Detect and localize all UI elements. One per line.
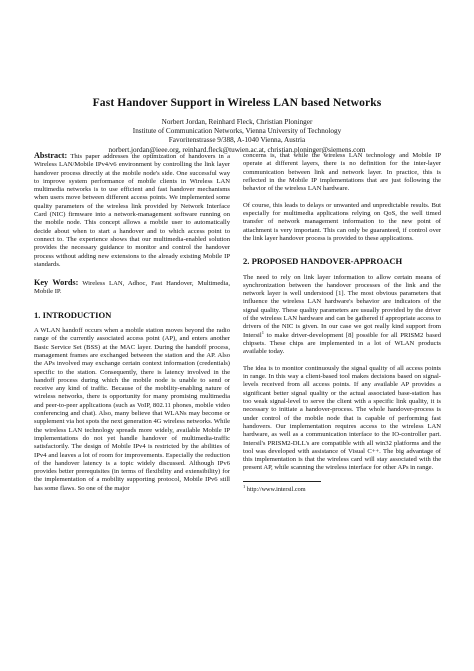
handover-p1-start: The need to rely on link layer information to allow certain means of synchronization between the handover processes of the link and the network layer is well understood [1]. The most obvious parameters that influence the wireless LAN hardware's behavior are indicators of the signal quality. These quality parameters are usually provided by the driver of the wireless LAN hardware and can be gathered if appropriate access to drivers of the NIC is given. In our case we got really kind support from Intersil (243, 273, 441, 339)
handover-paragraph-2: The idea is to monitor continuously the signal quality of all access points in range. In this way a client-based tool makes decisions based on signal-levels received from all access points. If any available AP provides a significant better signal quality or the actual associated base-station has too weak signal-level to serve the client with a specific link quality, it is necessary to initiate a handover-process. The whole handover-process is under control of the mobile node that is capable of performing fast handovers. Our implementation requires access to the wireless LAN hardware, as well as a communication interface to the IO-controller part. Intersil's PRISM2-DLL's are compatible with all win32 platforms and the tool was developed with assistance of Visual C++. The big advantage of this implementation is that the wireless card will stay associated with the present AP, while scanning the wireless interface for other APs in range. (243, 364, 441, 472)
keywords (34, 279, 230, 297)
right-paragraph-2: Of course, this leads to delays or unwanted and unpredictable results. But especially for multimedia applications relying on QoS, the well timed transfer of network management information to the new point of attachment is very important. This can only be guaranteed, if control over the link layer handover process is provided to these applications. (243, 201, 441, 242)
handover-p1-end: to make driver-development [8] possible for all PRISM2 based chipsets. These chips are implemented in a lot of WLAN products available today. (243, 331, 441, 356)
footnote-mark: 1 (243, 483, 246, 489)
handover-paragraph-1 (243, 274, 441, 357)
right-column (243, 152, 441, 494)
footnote-ref: 1 (261, 329, 264, 335)
section-heading-introduction: 1. INTRODUCTION (34, 309, 112, 320)
left-column (34, 152, 230, 501)
author-affiliation: Institute of Communication Networks, Vienna University of Technology (132, 127, 342, 136)
intro-paragraph: A WLAN handoff occurs when a mobile station moves beyond the radio range of the currently associated access point (AP), and enters another Basic Service Set (BSS) at the MAC layer. During the handoff process, management frames are exchanged between the station and the AP. Also the APs involved may exchange certain context information (credentials) specific to the station. Consequently, there is latency involved in the handoff process during which the mobile node is unable to send or receive any kind of traffic. Because of the mobility-enabling nature of wireless networks, there is opportunity for many promising multimedia and peer-to-peer applications (such as VoIP, 802.11 phones, mobile video conferencing and chat). Also, many believe that WLANs may become or supplement via hot spots the next generation 4G wireless networks. While the wireless LAN technology spreads more widely, available Mobile IP implementations do not yet handle handover of multimedia-traffic satisfactorily. The design of Mobile IPv4 is restricted by the abilities of IPv4 and leaves a lot of room for improvements. Especially the reduction of the handover latency is a topic widely discussed. Although IPv6 provides better prerequisites (in terms of flexibility and extensibility) for the implementation of a mobility supporting protocol, Mobile IPv6 still has some flaws. So one of the major (34, 327, 230, 492)
abstract (34, 152, 230, 269)
section-heading-handover: 2. PROPOSED HANDOVER-APPROACH (243, 256, 403, 267)
keywords-label: Key Words: (34, 278, 79, 288)
author-address: Favoritenstrasse 9/388, A-1040 Vienna, Austria (168, 136, 306, 145)
author-names: Norbert Jordan, Reinhard Fleck, Christian Ploninger (161, 118, 313, 126)
abstract-label: Abstract: (34, 151, 68, 160)
right-paragraph-1: concerns is, that while the wireless LAN technology and Mobile IP operate at different layers, there is no definition for the inter-layer communication between link and network layer. In practice, this is reflected in the Mobile IP implementations that are just following the behavior of the wireless LAN hardware. (243, 152, 441, 193)
author-block (0, 118, 474, 155)
footnote (243, 483, 441, 494)
paper-title: Fast Handover Support in Wireless LAN based Networks (92, 96, 382, 109)
footnote-text: http://www.intersil.com (245, 485, 306, 493)
author-emails: norbert.jordan@ieee.org, reinhard.fleck@tuwien.ac.at, christian.ploninger@siemens.com (108, 145, 366, 154)
footnote-divider (243, 481, 321, 482)
keywords-text: Wireless LAN, Adhoc, Fast Handover, Multimedia, Mobile IP. (34, 280, 230, 296)
abstract-text: This paper addresses the optimization of handovers in a Wireless LAN/Mobile IPv4/v6 environment by controlling the link layer handover process directly at the mobile node's side. One successful way to improve system performance of mobile clients in Wireless LAN multimedia networks is to use efficient and fast handover mechanisms when users move between different access points. We implemented some quality parameters of the wireless link provided by Network Interface Card (NIC) firmware into a network-management software running on the mobile node. This concept allows a mobile user to automatically decide about when to start a handover and to which access point to connect to. The experience shows that our multimedia-enabled solution provides the necessary guidance to monitor and control the handover process without adding new extensions to the already existing Mobile IP standards. (34, 153, 231, 268)
